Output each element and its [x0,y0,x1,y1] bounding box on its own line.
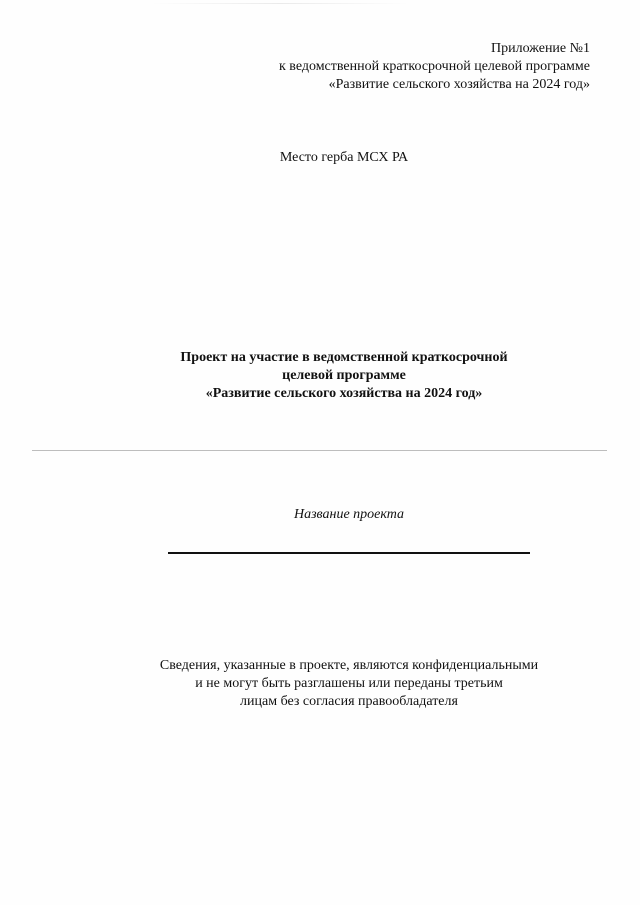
appendix-header [279,40,590,94]
emblem-placeholder: Место герба МСХ РА [279,150,409,165]
section-divider [32,450,607,451]
appendix-program-title: «Развитие сельского хозяйства на 2024 год» [328,77,590,92]
confidentiality-line-3: лицам без согласия правообладателя [240,694,458,709]
confidentiality-notice [0,657,640,711]
title-line-3: «Развитие сельского хозяйства на 2024 год» [205,386,483,401]
appendix-program-line: к ведомственной краткосрочной целевой программе [278,59,590,74]
title-line-2: целевой программе [282,368,406,383]
document-title [0,349,640,403]
confidentiality-line-2: и не могут быть разглашены или переданы третьим [195,676,503,691]
confidentiality-line-1: Сведения, указанные в проекте, являются конфиденциальными [159,658,539,673]
project-name-underline [168,552,530,554]
appendix-number: Приложение №1 [491,41,590,56]
scan-artifact [150,3,410,4]
title-line-1: Проект на участие в ведомственной краткосрочной [180,350,508,365]
project-name-label: Название проекта [293,507,405,522]
